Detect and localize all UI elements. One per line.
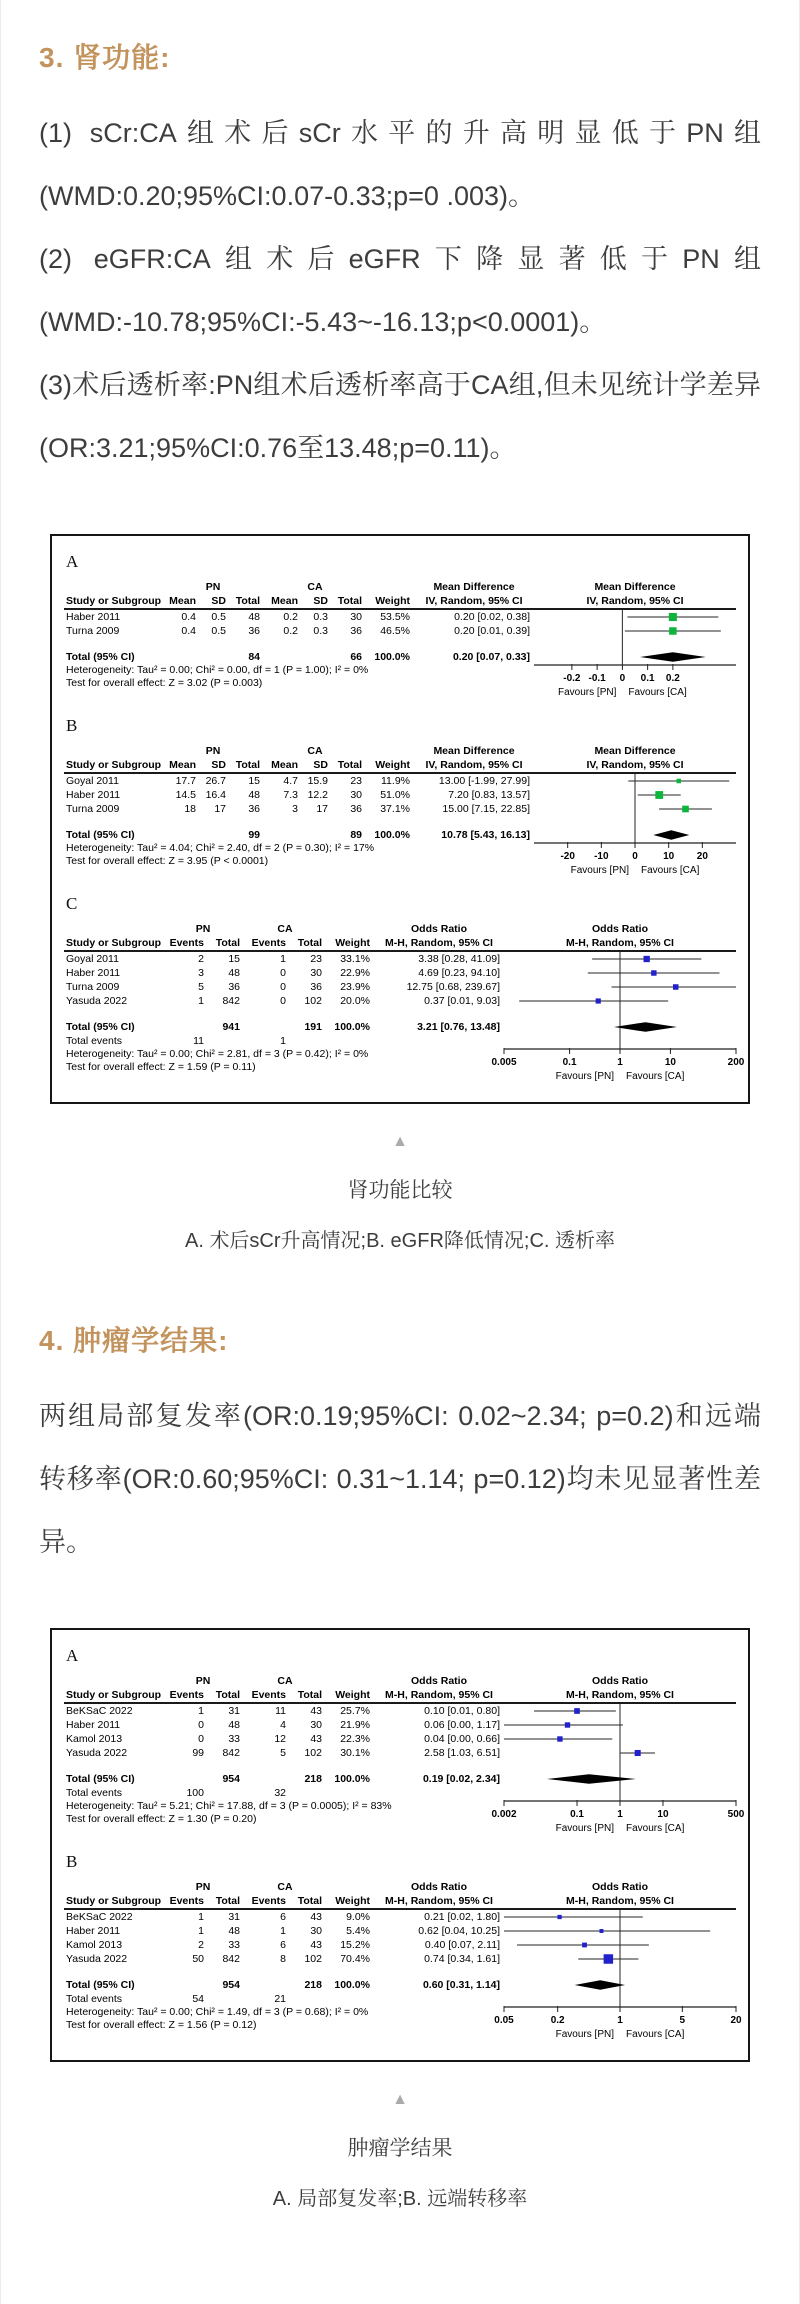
forest-plot-cell: [504, 1966, 736, 1978]
svg-text:Favours [PN]: Favours [PN]: [555, 1823, 614, 1834]
study-row: Kamol 2013 0 33 12 43 22.3% 0.04 [0.00, 0.66]: [64, 1732, 736, 1746]
svg-text:0.005: 0.005: [491, 1057, 517, 1068]
svg-text:Favours [PN]: Favours [PN]: [570, 865, 629, 876]
overall-effect-text: Test for overall effect: Z = 1.56 (P = 0.12): [66, 2019, 257, 2031]
forest-plot-cell: [504, 1704, 736, 1718]
forest-panel-A: [64, 1646, 745, 1842]
group2-header: CA: [307, 745, 323, 757]
ci-text: 13.00 [-1.99, 27.99]: [438, 775, 530, 787]
ci-text: 15.00 [7.15, 22.85]: [442, 803, 530, 815]
column-header: Total: [235, 759, 260, 771]
study-name: Yasuda 2022: [66, 1747, 128, 1759]
ci-text: 0.06 [0.00, 1.17]: [424, 1719, 500, 1731]
forest-plot-cell: [504, 1992, 736, 2006]
effect-label: Odds Ratio: [591, 1675, 648, 1687]
study-name: Goyal 2011: [66, 775, 119, 787]
total-label: Total (95% CI): [66, 1773, 135, 1785]
total-label: Total (95% CI): [66, 1021, 135, 1033]
forest-plot-cell: [504, 1718, 736, 1732]
effect-label: Odds Ratio: [591, 923, 648, 935]
svg-text:200: 200: [727, 1057, 745, 1068]
column-header: Weight: [375, 759, 410, 771]
total-ci-text: 0.19 [0.02, 2.34]: [422, 1773, 500, 1785]
column-header: Total: [215, 937, 240, 949]
ci-text: 2.58 [1.03, 6.51]: [424, 1747, 500, 1759]
heterogeneity-text: Heterogeneity: Tau² = 0.00; Chi² = 0.00, df = 1 (P = 1.00); I² = 0%: [66, 664, 369, 676]
svg-text:-20: -20: [560, 851, 575, 862]
weight-value: 37.1%: [380, 803, 410, 815]
column-header: Mean: [169, 595, 196, 607]
study-name: Kamol 2013: [66, 1733, 123, 1745]
study-name: Turna 2009: [66, 625, 120, 637]
ci-text: 0.21 [0.02, 1.80]: [424, 1911, 500, 1923]
forest-panel-C: [64, 894, 745, 1090]
effect-label: Odds Ratio: [410, 1675, 467, 1687]
forest-axis: [491, 1048, 745, 1090]
effect-label: Mean Difference: [594, 581, 676, 593]
forest-plot-cell: [504, 994, 736, 1008]
panel-label: B: [66, 1852, 78, 1871]
column-header: Total: [235, 595, 260, 607]
effect-label: Odds Ratio: [410, 923, 467, 935]
paragraph-egfr: (2) eGFR:CA组术后eGFR下降显著低于PN组(WMD:-10.78;95%CI:-5.43~-16.13;p<0.0001)。: [39, 244, 761, 337]
study-name: Yasuda 2022: [66, 995, 128, 1007]
column-header: Events: [169, 1895, 204, 1907]
ci-text: 0.20 [0.01, 0.39]: [454, 625, 530, 637]
forest-plot-cell: [534, 610, 736, 624]
ci-text: 0.40 [0.07, 2.11]: [424, 1939, 500, 1951]
group2-header: CA: [277, 923, 293, 935]
forest-plot-cell: [504, 1952, 736, 1966]
total-events-row: Total events 11 1: [64, 1034, 736, 1048]
svg-text:5: 5: [679, 2015, 686, 2026]
group1-header: PN: [195, 1675, 211, 1687]
ci-text: 0.62 [0.04, 10.25]: [418, 1925, 500, 1937]
forest-plot-cell: [534, 650, 736, 664]
effect-label: Mean Difference: [433, 581, 515, 593]
study-name: Turna 2009: [66, 981, 120, 993]
overall-effect-text: Test for overall effect: Z = 1.30 (P = 0.20): [66, 1813, 257, 1825]
weight-value: 11.9%: [381, 775, 410, 787]
forest-plot-cell: [504, 1034, 736, 1048]
column-header: Study or Subgroup: [66, 1689, 162, 1701]
total-label: Total (95% CI): [66, 829, 135, 841]
svg-text:1: 1: [617, 1057, 623, 1068]
column-header: Events: [169, 1689, 204, 1701]
group1-header: PN: [205, 581, 221, 593]
study-row: Haber 2011 3 48 0 30 22.9% 4.69 [0.23, 94.10]: [64, 966, 736, 980]
study-row: Yasuda 2022 50 842 8 102 70.4% 0.74 [0.34, 1.61]: [64, 1952, 736, 1966]
column-header: SD: [211, 759, 226, 771]
forest-plot-cell: [504, 966, 736, 980]
total-row: Total (95% CI) 941 191 100.0% 3.21 [0.76, 13.48]: [64, 1020, 736, 1034]
column-header: Total: [215, 1895, 240, 1907]
total-ci-text: 3.21 [0.76, 13.48]: [417, 1021, 500, 1033]
column-header: Study or Subgroup: [66, 759, 162, 771]
column-header: Study or Subgroup: [66, 595, 162, 607]
total-events-label: Total events: [66, 1993, 123, 2005]
column-header: Mean: [271, 595, 298, 607]
ci-text: 0.37 [0.01, 9.03]: [424, 995, 500, 1007]
svg-text:10: 10: [657, 1809, 669, 1820]
method-label: IV, Random, 95% CI: [425, 759, 523, 771]
weight-value: 25.7%: [340, 1705, 370, 1717]
group2-header: CA: [277, 1675, 293, 1687]
study-name: Haber 2011: [66, 789, 121, 801]
column-header: Events: [251, 1895, 286, 1907]
method-label: IV, Random, 95% CI: [586, 595, 684, 607]
forest-figure-oncologic-outcomes: [50, 1628, 750, 2062]
study-name: Turna 2009: [66, 803, 120, 815]
panel-label: A: [66, 552, 79, 571]
total-events-row: Total events 54 21: [64, 1992, 736, 2006]
panel-label: C: [66, 894, 78, 913]
column-header: Total: [297, 1689, 322, 1701]
column-header: Events: [251, 937, 286, 949]
column-header: Weight: [335, 1895, 370, 1907]
column-header: Events: [169, 937, 204, 949]
total-events-label: Total events: [66, 1787, 123, 1799]
total-ci-text: 0.60 [0.31, 1.14]: [422, 1979, 500, 1991]
forest-plot-cell: [534, 828, 736, 842]
total-row: Total (95% CI) 954 218 100.0% 0.60 [0.31, 1.14]: [64, 1978, 736, 1992]
study-row: Yasuda 2022 1 842 0 102 20.0% 0.37 [0.01, 9.03]: [64, 994, 736, 1008]
panel-label: A: [66, 1646, 79, 1665]
svg-text:0.1: 0.1: [640, 673, 655, 684]
column-header: Weight: [335, 937, 370, 949]
study-row: Turna 2009 18 17 36 3 17 36 37.1% 15.00 [7.15, 22.85]: [64, 802, 736, 816]
study-row: BeKSaC 2022 1 31 11 43 25.7% 0.10 [0.01, 0.80]: [64, 1704, 736, 1718]
forest-plot-cell: [504, 1910, 736, 1924]
column-header: Total: [297, 937, 322, 949]
weight-value: 9.0%: [346, 1911, 370, 1923]
total-events-row: Total events 100 32: [64, 1786, 736, 1800]
column-header: Total: [297, 1895, 322, 1907]
svg-text:1: 1: [617, 1809, 623, 1820]
study-row: Goyal 2011 17.7 26.7 15 4.7 15.9 23 11.9% 13.00 [-1.99, 27.99]: [64, 774, 736, 788]
svg-text:Favours [CA]: Favours [CA]: [628, 687, 687, 698]
forest-plot-cell: [504, 1760, 736, 1772]
study-row: Haber 2011 1 48 1 30 5.4% 0.62 [0.04, 10.25]: [64, 1924, 736, 1938]
svg-text:0.05: 0.05: [494, 2015, 514, 2026]
heterogeneity-text: Heterogeneity: Tau² = 0.00; Chi² = 2.81, df = 3 (P = 0.42); I² = 0%: [66, 1048, 369, 1060]
svg-text:Favours [PN]: Favours [PN]: [558, 687, 617, 698]
forest-plot-cell: [504, 1020, 736, 1034]
svg-text:20: 20: [696, 851, 708, 862]
effect-label: Mean Difference: [433, 745, 515, 757]
ci-text: 0.10 [0.01, 0.80]: [424, 1705, 500, 1717]
svg-text:0.2: 0.2: [665, 673, 680, 684]
svg-text:Favours [CA]: Favours [CA]: [641, 865, 700, 876]
column-header: Mean: [271, 759, 298, 771]
forest-plot-cell: [504, 1008, 736, 1020]
study-name: BeKSaC 2022: [66, 1705, 133, 1717]
total-row: Total (95% CI) 954 218 100.0% 0.19 [0.02, 2.34]: [64, 1772, 736, 1786]
column-header: Total: [215, 1689, 240, 1701]
method-label: IV, Random, 95% CI: [425, 595, 523, 607]
forest-plot-cell: [504, 1786, 736, 1800]
forest-plot-cell: [534, 802, 736, 816]
svg-text:10: 10: [664, 1057, 676, 1068]
column-header: Events: [251, 1689, 286, 1701]
forest-plot-cell: [504, 1924, 736, 1938]
ci-text: 4.69 [0.23, 94.10]: [418, 967, 500, 979]
figure-2-caption-title: 肿瘤学结果: [347, 2137, 453, 2160]
svg-text:1: 1: [617, 2015, 623, 2026]
svg-text:20: 20: [730, 2015, 742, 2026]
weight-value: 53.5%: [380, 611, 410, 623]
column-header: SD: [313, 595, 328, 607]
method-label: M-H, Random, 95% CI: [385, 1895, 493, 1907]
weight-value: 23.9%: [340, 981, 370, 993]
method-label: IV, Random, 95% CI: [586, 759, 684, 771]
forest-plot-cell: [504, 980, 736, 994]
group1-header: PN: [195, 1881, 211, 1893]
forest-plot-cell: [534, 816, 736, 828]
study-row: Haber 2011 0 48 4 30 21.9% 0.06 [0.00, 1.17]: [64, 1718, 736, 1732]
total-row: Total (95% CI) 84 66 100.0% 0.20 [0.07, 0.33]: [64, 650, 736, 664]
heterogeneity-text: Heterogeneity: Tau² = 4.04; Chi² = 2.40, df = 2 (P = 0.30); I² = 17%: [66, 842, 375, 854]
weight-value: 51.0%: [380, 789, 410, 801]
method-label: M-H, Random, 95% CI: [566, 1895, 674, 1907]
column-header: SD: [211, 595, 226, 607]
total-row: Total (95% CI) 99 89 100.0% 10.78 [5.43, 16.13]: [64, 828, 736, 842]
panel-label: B: [66, 716, 78, 735]
study-name: Haber 2011: [66, 611, 121, 623]
ci-text: 7.20 [0.83, 13.57]: [448, 789, 530, 801]
study-name: Yasuda 2022: [66, 1953, 128, 1965]
section-3-heading: 3. 肾功能:: [39, 42, 171, 73]
ci-text: 0.20 [0.02, 0.38]: [454, 611, 530, 623]
heterogeneity-text: Heterogeneity: Tau² = 5.21; Chi² = 17.88, df = 3 (P = 0.0005); I² = 83%: [66, 1800, 392, 1812]
group1-header: PN: [195, 923, 211, 935]
ci-text: 0.74 [0.34, 1.61]: [424, 1953, 500, 1965]
effect-label: Odds Ratio: [410, 1881, 467, 1893]
forest-plot-cell: [504, 1746, 736, 1760]
weight-value: 20.0%: [340, 995, 370, 1007]
svg-text:500: 500: [727, 1809, 745, 1820]
forest-panel-A: [64, 552, 736, 706]
svg-text:0.1: 0.1: [570, 1809, 584, 1820]
svg-text:0: 0: [619, 673, 626, 684]
svg-text:Favours [PN]: Favours [PN]: [555, 1071, 614, 1082]
study-row: Kamol 2013 2 33 6 43 15.2% 0.40 [0.07, 2.11]: [64, 1938, 736, 1952]
svg-text:Favours [PN]: Favours [PN]: [555, 2029, 614, 2040]
ci-text: 0.04 [0.00, 0.66]: [424, 1733, 500, 1745]
column-header: SD: [313, 759, 328, 771]
forest-plot-cell: [504, 1732, 736, 1746]
column-header: Total: [337, 759, 362, 771]
forest-plot-cell: [534, 774, 736, 788]
svg-text:0.1: 0.1: [562, 1057, 577, 1068]
study-row: Turna 2009 0.4 0.5 36 0.2 0.3 36 46.5% 0.20 [0.01, 0.39]: [64, 624, 736, 638]
svg-text:0.002: 0.002: [491, 1809, 517, 1820]
svg-text:-0.1: -0.1: [588, 673, 606, 684]
method-label: M-H, Random, 95% CI: [566, 937, 674, 949]
total-events-label: Total events: [66, 1035, 123, 1047]
collapse-triangle-icon[interactable]: ▲: [392, 1133, 408, 1150]
weight-value: 21.9%: [340, 1719, 370, 1731]
weight-value: 22.3%: [340, 1733, 370, 1745]
forest-plot-cell: [504, 952, 736, 966]
forest-plot-cell: [534, 788, 736, 802]
paragraph-dialysis: (3)术后透析率:PN组术后透析率高于CA组,但未见统计学差异(OR:3.21;95%CI:0.76至13.48;p=0.11)。: [39, 370, 761, 463]
section-4-heading: 4. 肿瘤学结果:: [39, 1325, 229, 1356]
figure-1-caption-title: 肾功能比较: [347, 1179, 453, 1202]
figure-2-caption-subtitle: A. 局部复发率;B. 远端转移率: [272, 2188, 528, 2210]
svg-text:Favours [CA]: Favours [CA]: [626, 2029, 685, 2040]
paragraph-oncology: 两组局部复发率(OR:0.19;95%CI: 0.02~2.34; p=0.2)和远端转移率(OR:0.60;95%CI: 0.31~1.14; p=0.12)均未见显著性差异。: [39, 1401, 761, 1557]
study-name: Haber 2011: [66, 1925, 121, 1937]
forest-plot-cell: [504, 1938, 736, 1952]
total-label: Total (95% CI): [66, 651, 135, 663]
study-row: BeKSaC 2022 1 31 6 43 9.0% 0.21 [0.02, 1.80]: [64, 1910, 736, 1924]
forest-panel-B: [64, 1852, 742, 2048]
forest-plot-cell: [504, 1978, 736, 1992]
overall-effect-text: Test for overall effect: Z = 3.02 (P = 0.003): [66, 677, 263, 689]
ci-text: 12.75 [0.68, 239.67]: [406, 981, 500, 993]
study-name: BeKSaC 2022: [66, 1911, 133, 1923]
weight-value: 15.2%: [340, 1939, 370, 1951]
forest-axis: [534, 664, 736, 706]
column-header: Weight: [335, 1689, 370, 1701]
column-header: Mean: [169, 759, 196, 771]
svg-text:0.2: 0.2: [550, 2015, 565, 2026]
forest-axis: [491, 1800, 745, 1842]
forest-axis: [494, 2006, 742, 2048]
svg-text:10: 10: [663, 851, 675, 862]
total-label: Total (95% CI): [66, 1979, 135, 1991]
paragraph-scr: (1) sCr:CA组术后sCr水平的升高明显低于PN组(WMD:0.20;95%CI:0.07-0.33;p=0 .003)。: [39, 118, 761, 211]
weight-value: 33.1%: [340, 953, 370, 965]
study-row: Haber 2011 14.5 16.4 48 7.3 12.2 30 51.0% 7.20 [0.83, 13.57]: [64, 788, 736, 802]
study-name: Goyal 2011: [66, 953, 119, 965]
study-name: Haber 2011: [66, 1719, 121, 1731]
weight-value: 22.9%: [340, 967, 370, 979]
total-ci-text: 0.20 [0.07, 0.33]: [452, 651, 530, 663]
method-label: M-H, Random, 95% CI: [385, 937, 493, 949]
study-row: Turna 2009 5 36 0 36 23.9% 12.75 [0.68, 239.67]: [64, 980, 736, 994]
weight-value: 70.4%: [340, 1953, 370, 1965]
group2-header: CA: [307, 581, 323, 593]
weight-value: 5.4%: [346, 1925, 370, 1937]
study-row: Haber 2011 0.4 0.5 48 0.2 0.3 30 53.5% 0.20 [0.02, 0.38]: [64, 610, 736, 624]
effect-label: Odds Ratio: [591, 1881, 648, 1893]
method-label: M-H, Random, 95% CI: [385, 1689, 493, 1701]
forest-plot-cell: [504, 1772, 736, 1786]
study-row: Goyal 2011 2 15 1 23 33.1% 3.38 [0.28, 41.09]: [64, 952, 736, 966]
column-header: Weight: [375, 595, 410, 607]
weight-value: 30.1%: [340, 1747, 370, 1759]
forest-plot-cell: [534, 638, 736, 650]
heterogeneity-text: Heterogeneity: Tau² = 0.00; Chi² = 1.49, df = 3 (P = 0.68); I² = 0%: [66, 2006, 369, 2018]
group1-header: PN: [205, 745, 221, 757]
method-label: M-H, Random, 95% CI: [566, 1689, 674, 1701]
overall-effect-text: Test for overall effect: Z = 1.59 (P = 0.11): [66, 1061, 256, 1073]
study-name: Haber 2011: [66, 967, 121, 979]
column-header: Total: [337, 595, 362, 607]
svg-text:Favours [CA]: Favours [CA]: [626, 1071, 685, 1082]
collapse-triangle-icon[interactable]: ▲: [392, 2091, 408, 2108]
forest-plot-cell: [534, 624, 736, 638]
forest-axis: [534, 842, 736, 884]
svg-text:0: 0: [632, 851, 638, 862]
column-header: Study or Subgroup: [66, 1895, 162, 1907]
effect-label: Mean Difference: [594, 745, 676, 757]
svg-text:-10: -10: [594, 851, 609, 862]
forest-figure-renal-function: [50, 534, 750, 1104]
overall-effect-text: Test for overall effect: Z = 3.95 (P < 0.0001): [66, 855, 269, 867]
svg-text:Favours [CA]: Favours [CA]: [626, 1823, 685, 1834]
ci-text: 3.38 [0.28, 41.09]: [418, 953, 500, 965]
weight-value: 46.5%: [380, 625, 410, 637]
svg-text:-0.2: -0.2: [563, 673, 581, 684]
figure-1-caption-subtitle: A. 术后sCr升高情况;B. eGFR降低情况;C. 透析率: [184, 1230, 616, 1252]
column-header: Study or Subgroup: [66, 937, 162, 949]
forest-panel-B: [64, 716, 736, 884]
study-name: Kamol 2013: [66, 1939, 123, 1951]
total-ci-text: 10.78 [5.43, 16.13]: [441, 829, 530, 841]
group2-header: CA: [277, 1881, 293, 1893]
study-row: Yasuda 2022 99 842 5 102 30.1% 2.58 [1.03, 6.51]: [64, 1746, 736, 1760]
